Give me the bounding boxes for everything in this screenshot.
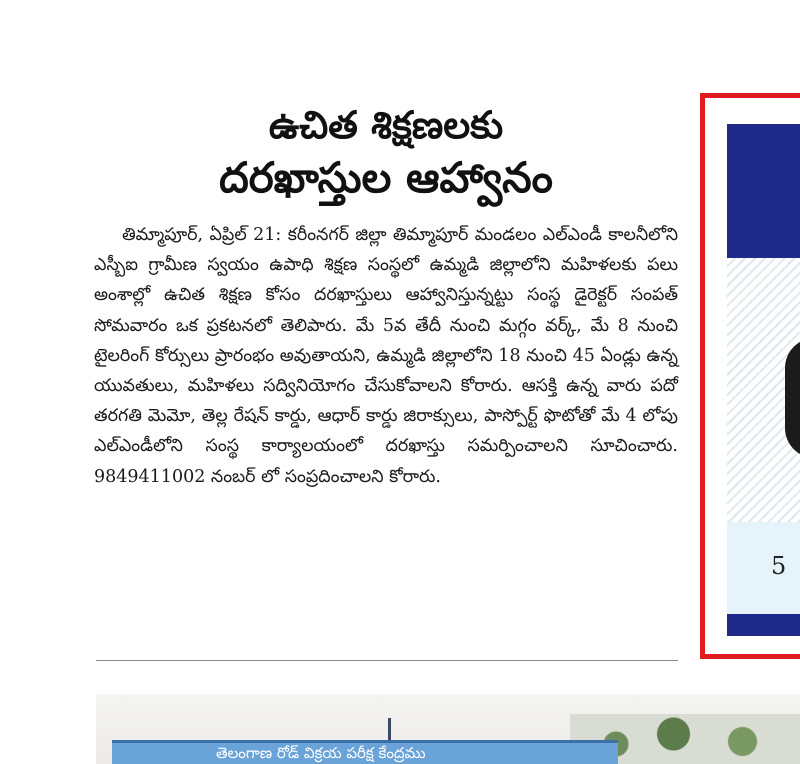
ad-bottom-band <box>727 614 800 636</box>
ad-large-glyph <box>785 338 800 458</box>
news-article <box>88 100 684 509</box>
ad-light-band <box>727 522 800 614</box>
section-divider <box>96 660 678 661</box>
side-advertisement <box>700 93 800 659</box>
headline <box>88 100 684 206</box>
photo-banner-text: తెలంగాణ రోడ్ విక్రయ పరీక్ష కేంద్రము <box>216 744 426 762</box>
article-body: తిమ్మాపూర్, ఏప్రిల్ 21: కరీంనగర్ జిల్లా తిమ్మాపూర్ మండలం ఎల్ఎండీ కాలనీలోని ఎస్బీఐ గ్రామీణ స్వయం ఉపాధి శిక్షణ సంస్థలో ఉమ్మడి జిల్లాలోని మహిళలకు పలు అంశాల్లో ఉచిత శిక్షణ కోసం దరఖాస్తులు ఆహ్వానిస్తున్నట్టు సంస్థ డైరెక్టర్ సంపత్ సోమవారం ఒక ప్రకటనలో తెలిపారు. మే 5వ తేదీ నుంచి మగ్గం వర్క్, మే 8 నుంచి టైలరింగ్ కోర్సులు ప్రారంభం అవుతాయని, ఉమ్మడి జిల్లాలోని 18 నుంచి 45 ఏండ్లు ఉన్న యువతులు, మహిళలు సద్వినియోగం చేసుకోవాలని కోరారు. ఆసక్తి ఉన్న వారు పదో తరగతి మెమో, తెల్ల రేషన్ కార్డు, ఆధార్ కార్డు జిరాక్సులు, పాస్పోర్ట్ ఫొటోతో మే 4 లోపు ఎల్ఎండీలోని సంస్థ కార్యాలయంలో దరఖాస్తు సమర్పించాలని సూచించారు. 9849411002 నంబర్ లో సంప్రదించాలని కోరారు. <box>94 225 678 487</box>
news-photo <box>96 694 800 764</box>
headline-line-1: ఉచిత శిక్షణలకు <box>268 103 504 147</box>
ad-number: 5 <box>771 552 787 580</box>
ad-top-band <box>727 124 800 258</box>
headline-line-2: దరఖాస్తుల ఆహ్వానం <box>219 153 553 202</box>
